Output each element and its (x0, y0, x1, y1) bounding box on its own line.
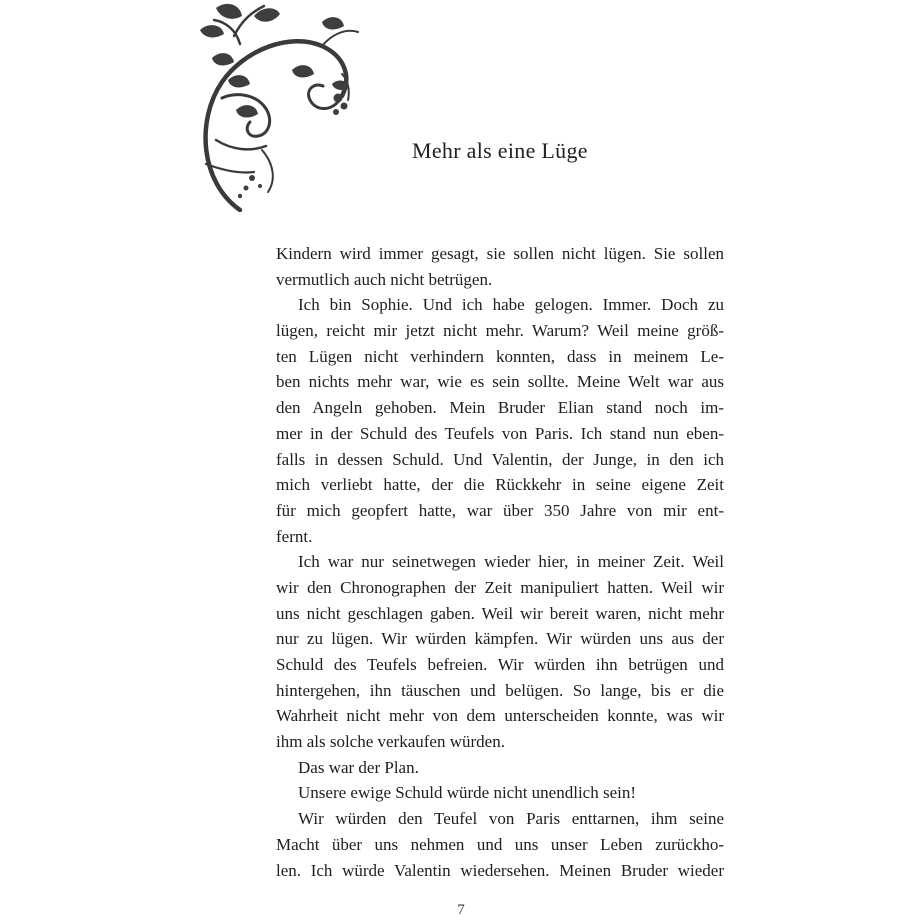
text-line: Das war der Plan. (298, 757, 419, 777)
text-line: uns nicht geschlagen gaben. Weil wir bereit waren, nicht mehr (276, 603, 724, 623)
text-line: für mich geopfert hatte, war über 350 Jahre von mir ent- (276, 500, 724, 520)
text-line: ihm als solche verkaufen würden. (276, 732, 505, 752)
text-line: Wahrheit nicht mehr von dem unterscheiden konnte, was wir (276, 706, 724, 726)
text-line: ten Lügen nicht verhindern konnten, dass in meinem Le- (276, 346, 724, 366)
text-line: Wir würden den Teufel von Paris enttarnen, ihm seine (298, 809, 724, 829)
text-line: Schuld des Teufels befreien. Wir würden ihn betrügen und (276, 655, 724, 674)
text-line: wir den Chronographen der Zeit manipuliert hatten. Weil wir (276, 577, 724, 597)
text-line: len. Ich würde Valentin wiedersehen. Meinen Bruder wieder (276, 860, 724, 880)
text-line: vermutlich auch nicht betrügen. (276, 269, 493, 289)
chapter-title: Mehr als eine Lüge (412, 138, 588, 163)
text-line: nur zu lügen. Wir würden kämpfen. Wir würden uns aus der (276, 629, 724, 649)
text-line: falls in dessen Schuld. Und Valentin, der Junge, in den ich (276, 449, 724, 469)
text-line: Kindern wird immer gesagt, sie sollen nicht lügen. Sie sollen (276, 244, 724, 263)
text-line: hintergehen, ihn täuschen und belügen. So lange, bis er die (276, 680, 724, 700)
text-line: mich verliebt hatte, der die Rückkehr in seine eigene Zeit (276, 475, 724, 495)
floral-flourish-icon (192, 0, 372, 212)
text-line: mer in der Schuld des Teufels von Paris. Ich stand nun eben- (276, 423, 724, 443)
text-line: Unsere ewige Schuld würde nicht unendlich sein! (298, 783, 637, 803)
text-line: fernt. (276, 526, 313, 546)
text-line: ben nichts mehr war, wie es sein sollte. Meine Welt war aus (276, 372, 724, 392)
text-line: Macht über uns nehmen und uns unser Leben zurückho- (276, 834, 724, 854)
text-line: Ich bin Sophie. Und ich habe gelogen. Immer. Doch zu (298, 295, 724, 315)
text-line: lügen, reicht mir jetzt nicht mehr. Warum? Weil meine größ- (276, 321, 724, 341)
text-line: den Angeln gehoben. Mein Bruder Elian stand noch im- (276, 398, 724, 418)
page-number: 7 (457, 902, 465, 918)
body-text (276, 241, 724, 883)
text-line: Ich war nur seinetwegen wieder hier, in meiner Zeit. Weil (298, 552, 724, 572)
